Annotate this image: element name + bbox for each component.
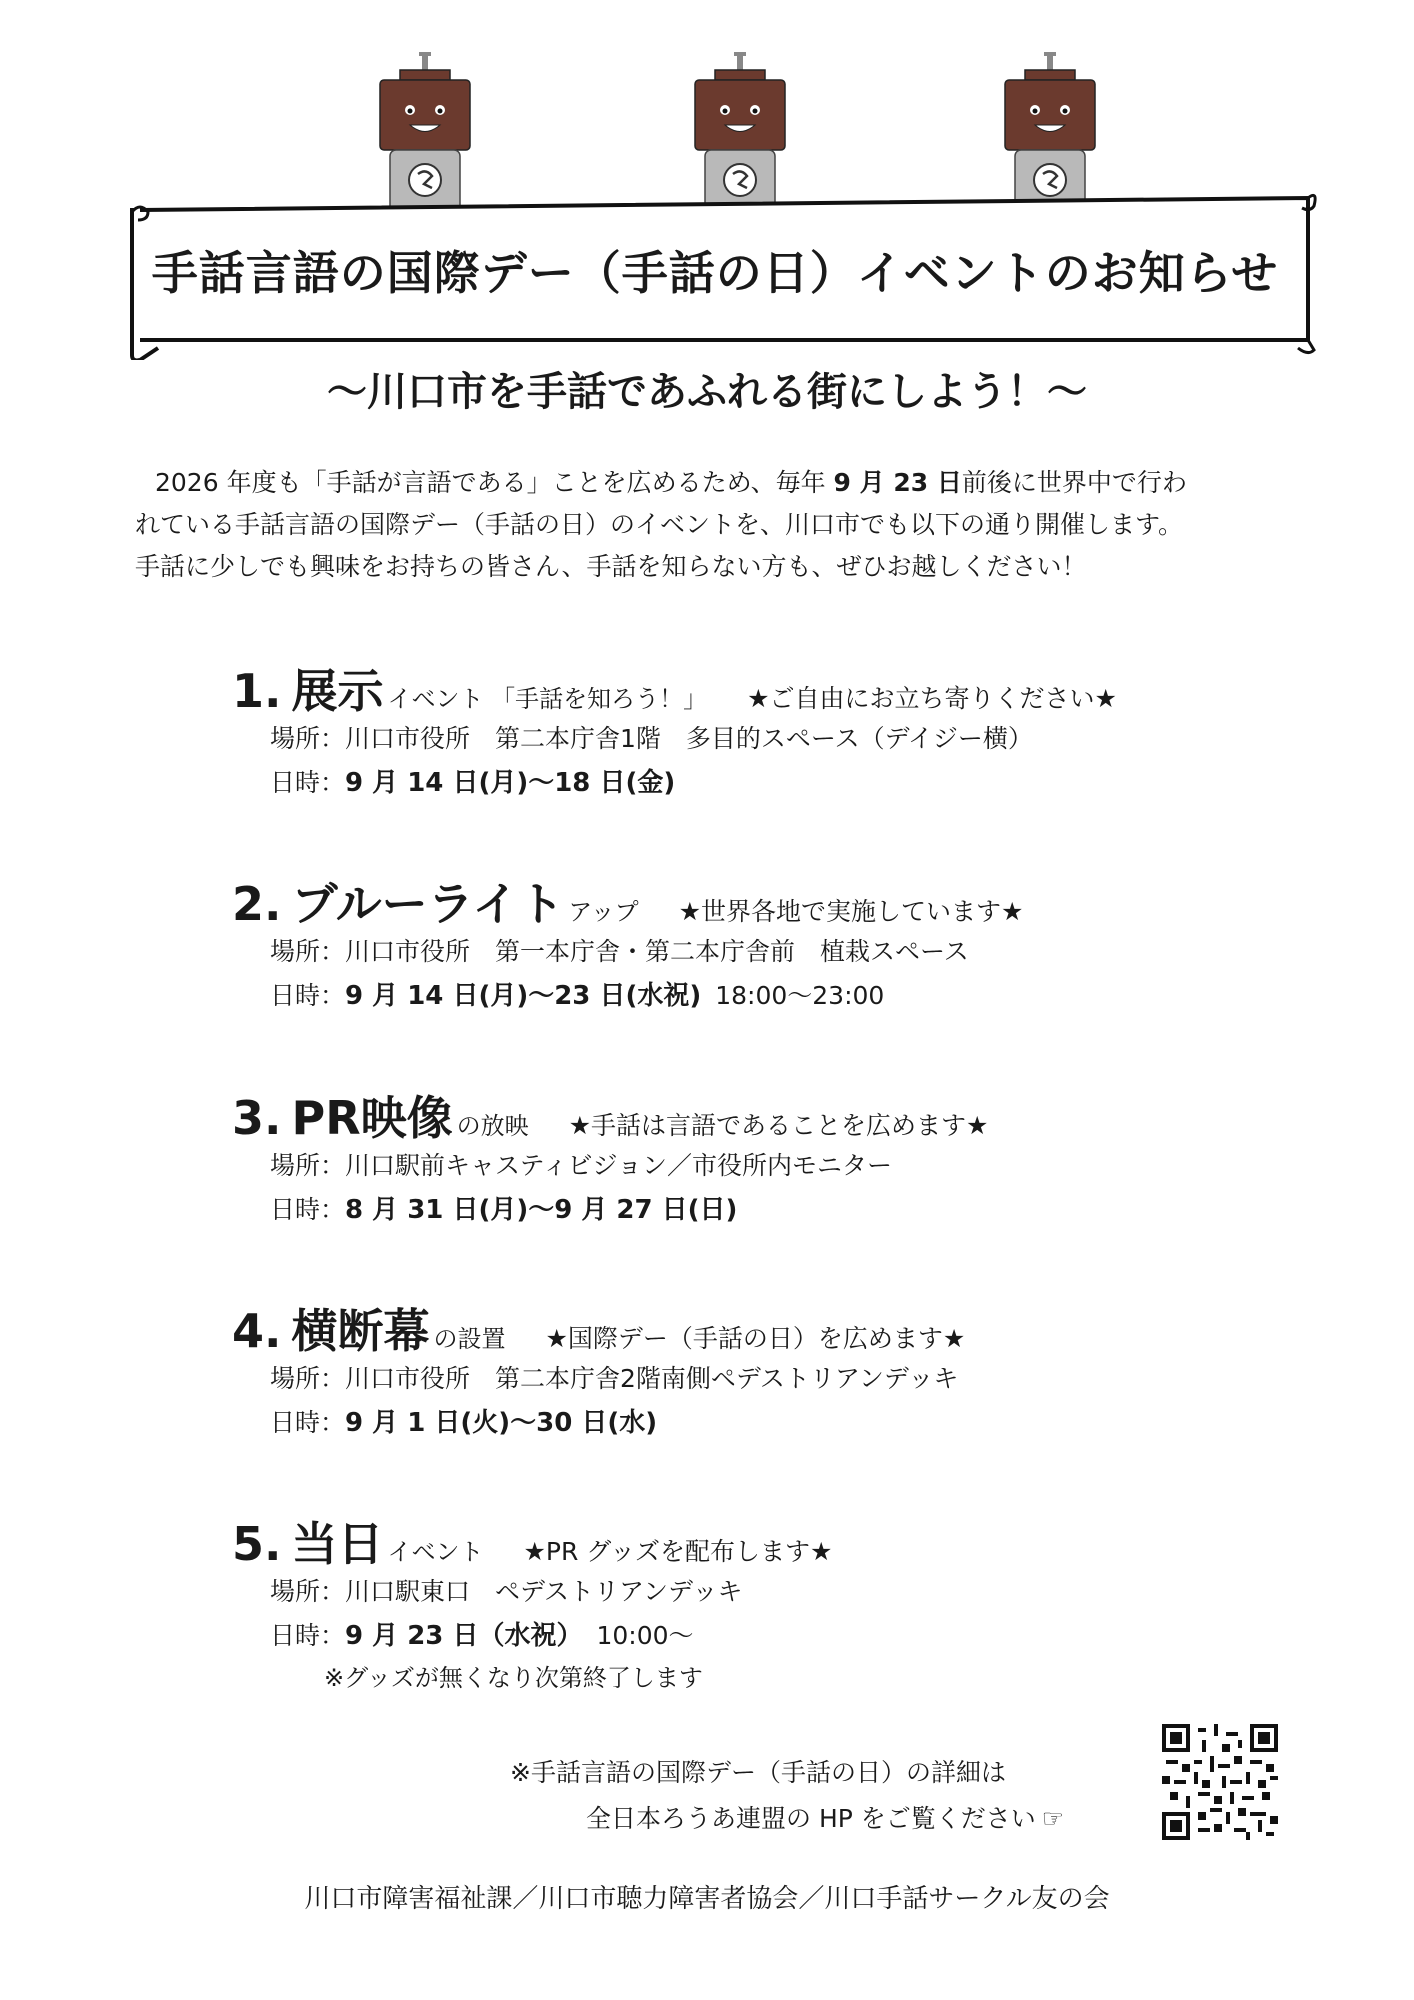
event-time: 10:00～ — [596, 1621, 694, 1650]
section-heading — [232, 1295, 1332, 1357]
qr-code[interactable] — [1162, 1724, 1278, 1840]
intro-date-highlight: 9 月 23 日 — [833, 468, 962, 497]
section-title: PR映像 — [291, 1091, 453, 1145]
footer-note-line: 全日本ろうあ連盟の HP をご覧ください — [586, 1804, 1036, 1833]
intro-text: 前後に世界中で行わ — [961, 468, 1187, 497]
event-place: 場所：川口市役所 第二本庁舎1階 多目的スペース（デイジー横） — [270, 724, 1033, 753]
event-date-line — [232, 1614, 1332, 1658]
section-title-suffix: アップ — [568, 898, 639, 926]
footer-note-line: ※手話言語の国際デー（手話の日）の詳細は — [510, 1758, 1006, 1787]
event-section-3 — [232, 1082, 1332, 1232]
event-date: 9 月 14 日(月)～18 日(金) — [345, 768, 676, 798]
event-date-line — [232, 974, 1332, 1018]
section-tagline: ★国際デー（手話の日）を広めます★ — [545, 1324, 966, 1353]
pointing-hand-icon: ☞ — [1041, 1804, 1065, 1833]
page-subtitle: ～川口市を手話であふれる街にしよう！～ — [327, 369, 1087, 415]
date-label: 日時： — [270, 1195, 346, 1224]
section-title: ブルーライト — [291, 877, 565, 931]
section-title-suffix: の設置 — [433, 1325, 506, 1353]
event-note: ※グッズが無くなり次第終了します — [324, 1664, 703, 1692]
event-date-line — [232, 1188, 1332, 1232]
event-place: 場所：川口駅前キャスティビジョン／市役所内モニター — [270, 1151, 893, 1180]
section-heading — [232, 1508, 1332, 1570]
section-title-suffix: イベント 「手話を知ろう！」 — [387, 685, 708, 713]
event-date: 9 月 1 日(火)～30 日(水) — [345, 1408, 658, 1438]
section-number: 1. — [232, 664, 282, 718]
event-place: 場所：川口駅東口 ペデストリアンデッキ — [270, 1577, 743, 1606]
intro-text: 2026 年度も「手話が言語である」ことを広めるため、毎年 — [155, 468, 834, 497]
date-label: 日時： — [270, 1621, 346, 1650]
event-section-1 — [232, 655, 1332, 805]
section-tagline: ★ご自由にお立ち寄りください★ — [747, 684, 1117, 713]
intro-text: 手話に少しでも興味をお持ちの皆さん、手話を知らない方も、ぜひお越しください！ — [135, 552, 1087, 581]
event-place: 場所：川口市役所 第二本庁舎2階南側ペデストリアンデッキ — [270, 1364, 959, 1393]
event-time: 18:00～23:00 — [715, 981, 885, 1010]
organizer-credits: 川口市障害福祉課／川口市聴力障害者協会／川口手話サークル友の会 — [304, 1884, 1110, 1914]
section-heading — [232, 1082, 1332, 1144]
section-number: 2. — [232, 877, 282, 931]
event-place: 場所：川口市役所 第一本庁舎・第二本庁舎前 植栽スペース — [270, 937, 969, 966]
section-number: 3. — [232, 1091, 282, 1145]
intro-paragraph — [135, 462, 1295, 588]
section-title-suffix: の放映 — [456, 1112, 529, 1140]
event-section-4 — [232, 1295, 1332, 1445]
event-section-5 — [232, 1508, 1332, 1698]
date-label: 日時： — [270, 768, 346, 797]
section-title: 横断幕 — [291, 1304, 430, 1358]
section-title: 展示 — [291, 664, 384, 718]
event-date: 9 月 23 日（水祝） — [345, 1621, 583, 1651]
event-date-line — [232, 761, 1332, 805]
section-number: 5. — [232, 1517, 282, 1571]
event-section-2 — [232, 868, 1332, 1018]
date-label: 日時： — [270, 981, 346, 1010]
section-tagline: ★PR グッズを配布します★ — [523, 1537, 833, 1566]
section-number: 4. — [232, 1304, 282, 1358]
event-date-line — [232, 1401, 1332, 1445]
intro-text: れている手話言語の国際デー（手話の日）のイベントを、川口市でも以下の通り開催します。 — [135, 510, 1184, 539]
section-title-suffix: イベント — [387, 1538, 484, 1566]
section-title: 当日 — [291, 1517, 384, 1571]
page-title: 手話言語の国際デー（手話の日）イベントのお知らせ — [151, 246, 1279, 300]
date-label: 日時： — [270, 1408, 346, 1437]
section-heading — [232, 868, 1332, 930]
section-heading — [232, 655, 1332, 717]
section-tagline: ★世界各地で実施しています★ — [678, 897, 1024, 926]
section-tagline: ★手話は言語であることを広めます★ — [568, 1111, 989, 1140]
event-date: 8 月 31 日(月)～9 月 27 日(日) — [345, 1195, 738, 1225]
footer-note — [510, 1750, 1160, 1842]
event-date: 9 月 14 日(月)～23 日(水祝) — [345, 981, 702, 1011]
